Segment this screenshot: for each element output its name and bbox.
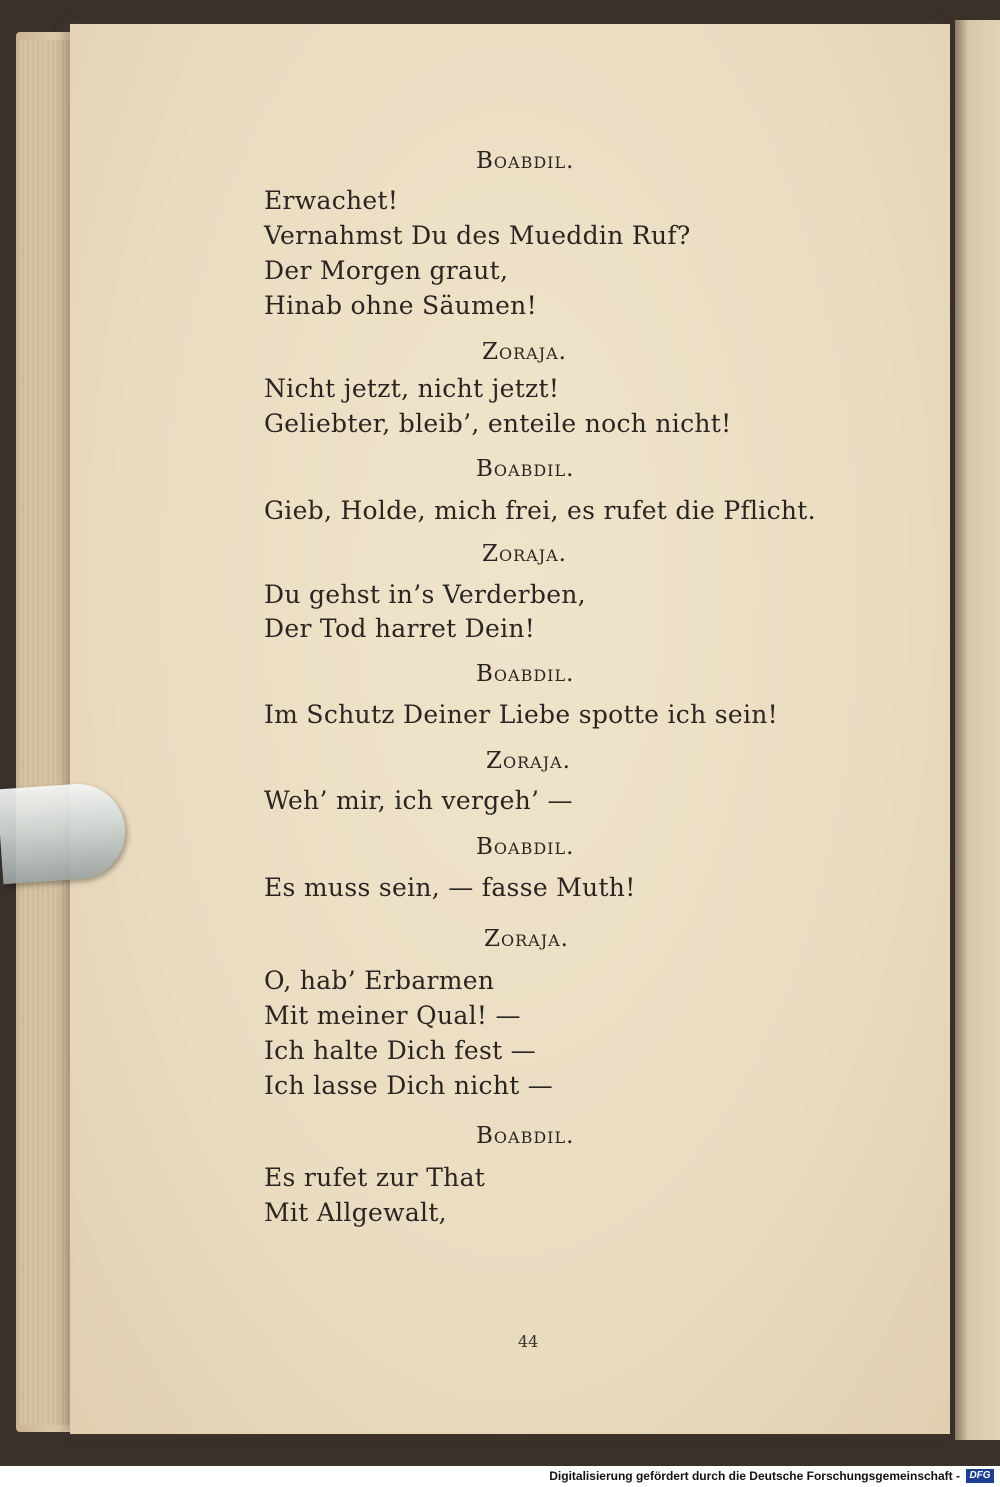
speaker-label: Boabdil. [476,834,575,860]
verse-line: Ich halte Dich fest — [264,1036,536,1065]
speaker-label: Zoraja. [486,748,571,774]
speaker-label: Zoraja. [482,339,567,365]
footer-bar [0,1466,1000,1487]
verse-line: Mit Allgewalt, [264,1198,447,1227]
speaker-label: Boabdil. [476,1123,575,1149]
verse-line: Vernahmst Du des Mueddin Ruf? [264,221,691,250]
verse-line: Es muss sein, — fasse Muth! [264,873,636,902]
verse-line: Der Tod harret Dein! [264,614,536,643]
verse-line: Erwachet! [264,186,399,215]
verse-line: Weh’ mir, ich vergeh’ — [264,786,573,815]
speaker-label: Boabdil. [476,661,575,687]
speaker-label: Zoraja. [482,541,567,567]
dfg-logo-icon: DFG [966,1469,994,1483]
verse-line: Ich lasse Dich nicht — [264,1071,554,1100]
verse-line: Es rufet zur That [264,1163,486,1192]
verse-line: O, hab’ Erbarmen [264,966,495,995]
speaker-label: Boabdil. [476,456,575,482]
verse-line: Der Morgen graut, [264,256,509,285]
verse-line: Nicht jetzt, nicht jetzt! [264,374,560,403]
next-page-edge [955,20,1000,1440]
page-number: 44 [518,1332,539,1351]
speaker-label: Zoraja. [484,926,569,952]
verse-line: Mit meiner Qual! — [264,1001,521,1030]
verse-line: Im Schutz Deiner Liebe spotte ich sein! [264,700,779,729]
verse-line: Geliebter, bleib’, enteile noch nicht! [264,409,732,438]
page-edges [20,40,72,1425]
speaker-label: Boabdil. [476,148,575,174]
footer-credit: Digitalisierung gefördert durch die Deutsche Forschungsgemeinschaft - [549,1469,960,1483]
verse-line: Hinab ohne Säumen! [264,291,537,320]
verse-line: Gieb, Holde, mich frei, es rufet die Pflicht. [264,496,816,525]
verse-line: Du gehst in’s Verderben, [264,580,586,609]
